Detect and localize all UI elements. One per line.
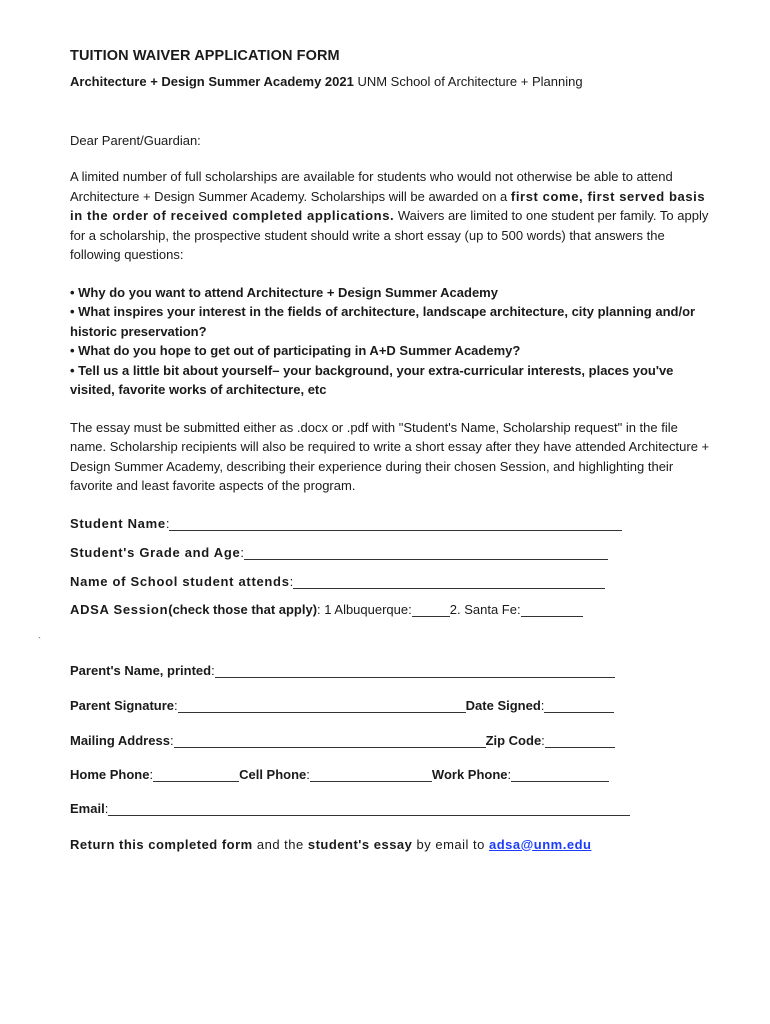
signature-field: [70, 698, 710, 713]
school-field: [70, 574, 710, 589]
parent-signature-label: Parent Signature: [70, 697, 175, 713]
return-text-2: by email to: [412, 836, 489, 852]
parent-name-line[interactable]: [215, 663, 615, 678]
intro-text-2: Waivers are limited to one student per family. To apply for a scholarship, the prospective student should write a short essay (up to 500 words) that answers the following questions:: [70, 208, 709, 262]
cell-phone-line[interactable]: [310, 767, 432, 782]
grade-age-label: Student's Grade and Age: [70, 544, 241, 560]
mailing-address-line[interactable]: [174, 733, 486, 748]
colon: :: [240, 544, 245, 560]
email-field: [70, 801, 710, 816]
student-name-label: Student Name: [70, 515, 166, 531]
grade-age-field: [70, 545, 710, 560]
return-text-1: and the: [252, 836, 308, 852]
school-label: Name of School student attends: [70, 573, 290, 589]
work-phone-line[interactable]: [511, 767, 609, 782]
question-item: • Why do you want to attend Architecture + Design Summer Academy: [70, 284, 498, 300]
return-bold-1: Return this completed form: [70, 836, 253, 852]
colon: :: [165, 515, 170, 531]
session-option-albuquerque: : 1 Albuquerque:: [317, 601, 412, 617]
phone-field: [70, 767, 710, 782]
colon: :: [289, 573, 294, 589]
session-hint: (check those that apply): [168, 601, 318, 617]
parent-name-label: Parent's Name, printed: [70, 662, 212, 678]
return-bold-2: student's essay: [307, 836, 413, 852]
session-label: ADSA Session: [70, 601, 169, 617]
santa-fe-checkbox-line[interactable]: [521, 602, 583, 617]
colon: :: [149, 766, 154, 782]
cell-phone-label: Cell Phone: [239, 766, 307, 782]
grade-age-line[interactable]: [244, 545, 608, 560]
return-instructions: [70, 837, 710, 852]
document-page: [70, 48, 710, 852]
home-phone-label: Home Phone: [70, 766, 150, 782]
form-subtitle: [70, 74, 710, 89]
colon: :: [507, 766, 512, 782]
stray-mark: `: [38, 636, 41, 646]
school-line[interactable]: [293, 574, 605, 589]
colon: :: [174, 697, 178, 713]
date-signed-label: Date Signed: [465, 697, 541, 713]
essay-questions: [70, 283, 710, 400]
question-item: • What inspires your interest in the fields of architecture, landscape architecture, city planning and/or historic preservation?: [70, 304, 696, 339]
date-signed-line[interactable]: [544, 698, 614, 713]
subtitle-school: UNM School of Architecture + Planning: [353, 74, 583, 89]
subtitle-program: Architecture + Design Summer Academy 2021: [70, 74, 354, 89]
parent-signature-line[interactable]: [178, 698, 466, 713]
colon: :: [211, 662, 215, 678]
colon: :: [541, 732, 545, 748]
intro-paragraph: [70, 167, 710, 265]
intro-emphasis: first come, first served basis in the order of received completed applications.: [70, 188, 706, 223]
question-item: • What do you hope to get out of participating in A+D Summer Academy?: [70, 343, 521, 358]
essay-instructions: The essay must be submitted either as .docx or .pdf with "Student's Name, Scholarship request" in the file name. Scholarship recipients will also be required to write a short essay after they have attended Architecture + Design Summer Academy, describing their experience during their chosen Session, and highlighting their favorite and least favorite aspects of the program.: [70, 419, 710, 493]
student-name-line[interactable]: [169, 516, 622, 531]
parent-name-field: [70, 663, 710, 678]
intro-text-1: A limited number of full scholarships are available for students who would not otherwise be able to attend Architecture + Design Summer Academy. Scholarships will be awarded on a: [70, 169, 673, 204]
colon: :: [169, 732, 174, 748]
session-option-santa-fe: 2. Santa Fe:: [449, 601, 521, 617]
student-name-field: [70, 516, 710, 531]
zip-code-line[interactable]: [545, 733, 615, 748]
mailing-address-label: Mailing Address: [70, 732, 170, 748]
form-title: TUITION WAIVER APPLICATION FORM: [70, 48, 340, 64]
colon: :: [104, 800, 109, 816]
email-line[interactable]: [108, 801, 630, 816]
question-item: • Tell us a little bit about yourself– your background, your extra-curricular interests, places you've visited, favorite works of architecture, etc: [70, 362, 674, 397]
colon: :: [540, 697, 545, 713]
session-field: [70, 602, 710, 617]
work-phone-label: Work Phone: [431, 766, 508, 782]
email-link[interactable]: adsa@unm.edu: [488, 836, 592, 852]
home-phone-line[interactable]: [153, 767, 239, 782]
albuquerque-checkbox-line[interactable]: [412, 602, 450, 617]
email-label: Email: [70, 800, 105, 816]
greeting: Dear Parent/Guardian:: [70, 133, 201, 148]
colon: :: [306, 766, 310, 782]
address-field: [70, 733, 710, 748]
zip-code-label: Zip Code: [485, 732, 542, 748]
